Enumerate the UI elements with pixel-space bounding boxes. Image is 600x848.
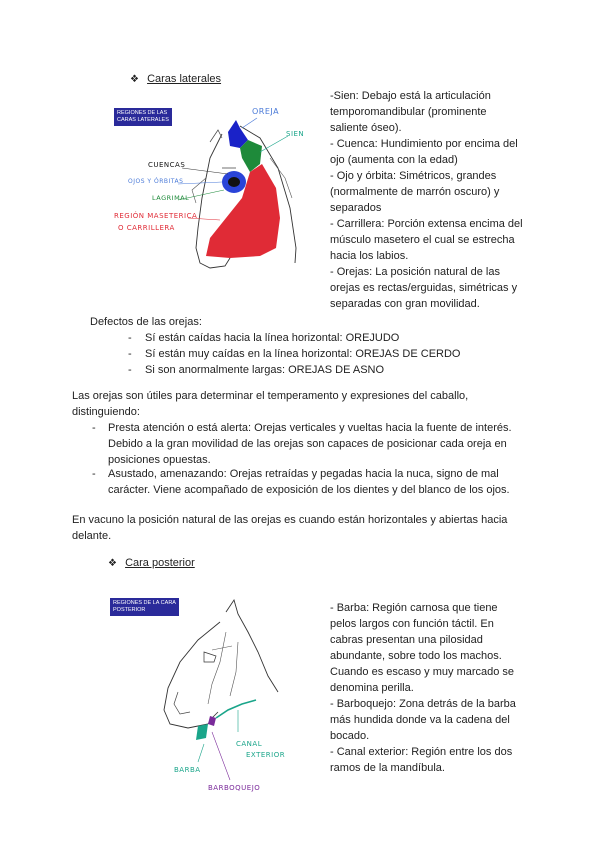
horse-lateral-drawing [110, 98, 325, 298]
section-title: Cara posterior [125, 557, 195, 569]
defect-item-3: Si son anormalmente largas: OREJAS DE ASNO [145, 364, 385, 376]
label-barboquejo: BARBOQUEJO [208, 784, 261, 792]
section-title: Caras laterales [147, 73, 222, 85]
diamond-bullet-icon: ❖ [108, 558, 117, 569]
usefulness-item-2: Asustado, amenazando: Orejas retraídas y pegadas hacia la nuca, signo de mal carácter. Viene acompañado de exposición de los dientes y del blanco de los ojos. [108, 468, 510, 496]
horse-posterior-drawing [108, 592, 308, 802]
dash-bullet: - [92, 422, 96, 434]
diamond-bullet-icon: ❖ [130, 74, 139, 85]
dash-bullet: - [128, 364, 132, 376]
posterior-head-figure [108, 592, 308, 802]
usefulness-intro: Las orejas son útiles para determinar el temperamento y expresiones del caballo, distinguiendo: [72, 390, 469, 418]
lateral-head-figure [110, 98, 325, 298]
section-heading-laterales [130, 73, 221, 85]
dash-bullet: - [128, 348, 132, 360]
figure-tag: REGIONES DE LA CARA POSTERIOR [110, 598, 179, 616]
lateral-description: -Sien: Debajo está la articulación temporomandibular (prominente saliente óseo). - Cuenca: Hundimiento por encima del ojo (aumenta con la edad) - Ojo y órbita: Simétricos, grandes (normalmente de marrón oscuro) y separados - Carrillera: Porción extensa encima del músculo masetero el cual se estrecha hacia los labios. - Orejas: La posición natural de las orejas es rectas/erguidas, simétricas y separadas con gran movilidad. [330, 90, 523, 310]
usefulness-item-1: Presta atención o está alerta: Orejas verticales y vueltas hacia la fuente de interés. Debido a la gran movilidad de las orejas son capaces de posicionar cada oreja en posiciones opuestas. [108, 422, 512, 466]
label-carrillera: O CARRILLERA [118, 224, 175, 232]
label-sien: SIEN [286, 130, 305, 138]
label-canal: CANAL [236, 740, 263, 748]
label-lagrimal: LAGRIMAL [152, 194, 190, 202]
defect-item-1: Sí están caídas hacia la línea horizontal: OREJUDO [145, 332, 400, 344]
dash-bullet: - [92, 468, 96, 480]
posterior-description: - Barba: Región carnosa que tiene pelos largos con función táctil. En cabras presentan una pilosidad abundante, sobre todo los machos. Cuando es escaso y muy marcado se denomina perilla. - Barboquejo: Zona detrás de la barba más hundida donde va la cadena del bocado. - Canal exterior: Región entre los dos ramos de la mandíbula. [330, 602, 516, 774]
section-heading-posterior [108, 557, 195, 569]
label-exterior: EXTERIOR [246, 751, 286, 759]
defects-title: Defectos de las orejas: [90, 316, 202, 328]
label-cuencas: CUENCAS [148, 161, 186, 169]
label-oreja: OREJA [252, 107, 280, 116]
figure-tag: REGIONES DE LAS CARAS LATERALES [114, 108, 172, 126]
label-region-maseterica: REGIÓN MASETERICA [114, 212, 198, 220]
dash-bullet: - [128, 332, 132, 344]
label-ojos: OJOS Y ÓRBITAS [128, 178, 184, 185]
defect-item-2: Sí están muy caídas en la línea horizontal: OREJAS DE CERDO [145, 348, 461, 360]
cattle-paragraph: En vacuno la posición natural de las orejas es cuando están horizontales y abiertas hacia delante. [72, 514, 508, 542]
label-barba: BARBA [174, 766, 201, 774]
